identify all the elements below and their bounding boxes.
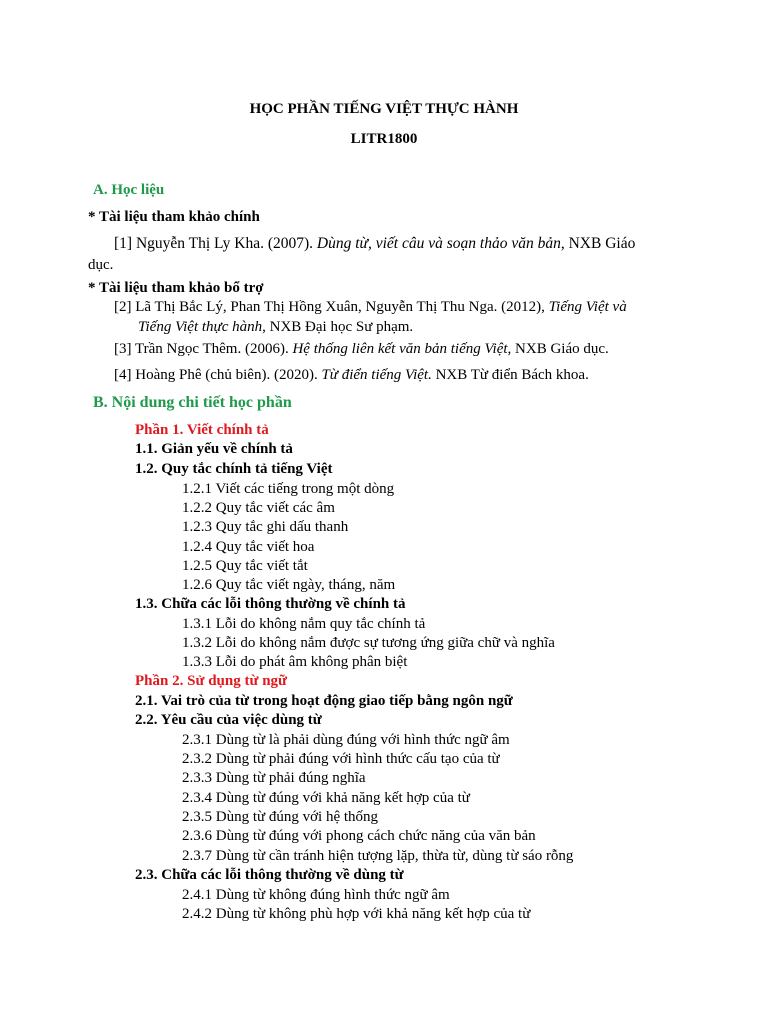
reference-2-continued: Tiếng Việt thực hành, NXB Đại học Sư phạm.: [138, 319, 414, 335]
list-item: 2.3.5 Dùng từ đúng với hệ thống: [182, 809, 379, 825]
list-item: 1.2.3 Quy tắc ghi dấu thanh: [182, 519, 349, 535]
section-1-2: 1.2. Quy tắc chính tả tiếng Việt: [135, 461, 333, 477]
part-2-title: Phần 2. Sử dụng từ ngữ: [135, 673, 288, 689]
reference-2: [2] Lã Thị Bắc Lý, Phan Thị Hồng Xuân, Nguyễn Thị Thu Nga. (2012), Tiếng Việt và: [114, 299, 627, 315]
section-2-1: 2.1. Vai trò của từ trong hoạt động giao tiếp bằng ngôn ngữ: [135, 693, 513, 709]
reference-4: [4] Hoàng Phê (chủ biên). (2020). Từ điển tiếng Việt. NXB Từ điển Bách khoa.: [114, 367, 589, 383]
list-item: 2.4.2 Dùng từ không phù hợp với khả năng kết hợp của từ: [182, 906, 531, 922]
list-item: 1.3.1 Lỗi do không nắm quy tắc chính tả: [182, 616, 426, 632]
course-code: LITR1800: [350, 131, 418, 147]
section-1-1: 1.1. Giản yếu về chính tả: [135, 441, 293, 457]
section-2-3: 2.3. Chữa các lỗi thông thường về dùng từ: [135, 867, 404, 883]
list-item: 1.3.2 Lỗi do không nắm được sự tương ứng giữa chữ và nghĩa: [182, 635, 555, 651]
list-item: 2.3.6 Dùng từ đúng với phong cách chức năng của văn bản: [182, 828, 536, 844]
reference-1-continued: dục.: [88, 257, 114, 273]
section-a-heading: A. Học liệu: [93, 182, 165, 198]
reference-3: [3] Trần Ngọc Thêm. (2006). Hệ thống liên kết văn bản tiếng Việt, NXB Giáo dục.: [114, 341, 609, 357]
list-item: 2.4.1 Dùng từ không đúng hình thức ngữ âm: [182, 887, 450, 903]
reference-1: [1] Nguyễn Thị Ly Kha. (2007). Dùng từ, viết câu và soạn thảo văn bản, NXB Giáo: [114, 235, 636, 252]
section-b-heading: B. Nội dung chi tiết học phần: [93, 394, 292, 411]
list-item: 1.2.5 Quy tắc viết tắt: [182, 558, 308, 574]
list-item: 1.2.4 Quy tắc viết hoa: [182, 539, 315, 555]
supplementary-references-label: * Tài liệu tham khảo bổ trợ: [88, 280, 264, 296]
list-item: 2.3.4 Dùng từ đúng với khả năng kết hợp của từ: [182, 790, 470, 806]
list-item: 1.2.6 Quy tắc viết ngày, tháng, năm: [182, 577, 396, 593]
list-item: 1.3.3 Lỗi do phát âm không phân biệt: [182, 654, 408, 670]
list-item: 2.3.1 Dùng từ là phải dùng đúng với hình thức ngữ âm: [182, 732, 510, 748]
document-title: HỌC PHẦN TIẾNG VIỆT THỰC HÀNH: [249, 101, 519, 117]
section-2-2: 2.2. Yêu cầu của việc dùng từ: [135, 712, 322, 728]
list-item: 2.3.2 Dùng từ phải đúng với hình thức cấu tạo của từ: [182, 751, 500, 767]
main-references-label: * Tài liệu tham khảo chính: [88, 209, 260, 225]
list-item: 1.2.2 Quy tắc viết các âm: [182, 500, 335, 516]
part-1-title: Phần 1. Viết chính tả: [135, 422, 269, 438]
list-item: 2.3.7 Dùng từ cần tránh hiện tượng lặp, thừa từ, dùng từ sáo rỗng: [182, 848, 574, 864]
section-1-3: 1.3. Chữa các lỗi thông thường về chính tả: [135, 596, 406, 612]
list-item: 2.3.3 Dùng từ phải đúng nghĩa: [182, 770, 366, 786]
list-item: 1.2.1 Viết các tiếng trong một dòng: [182, 481, 395, 497]
